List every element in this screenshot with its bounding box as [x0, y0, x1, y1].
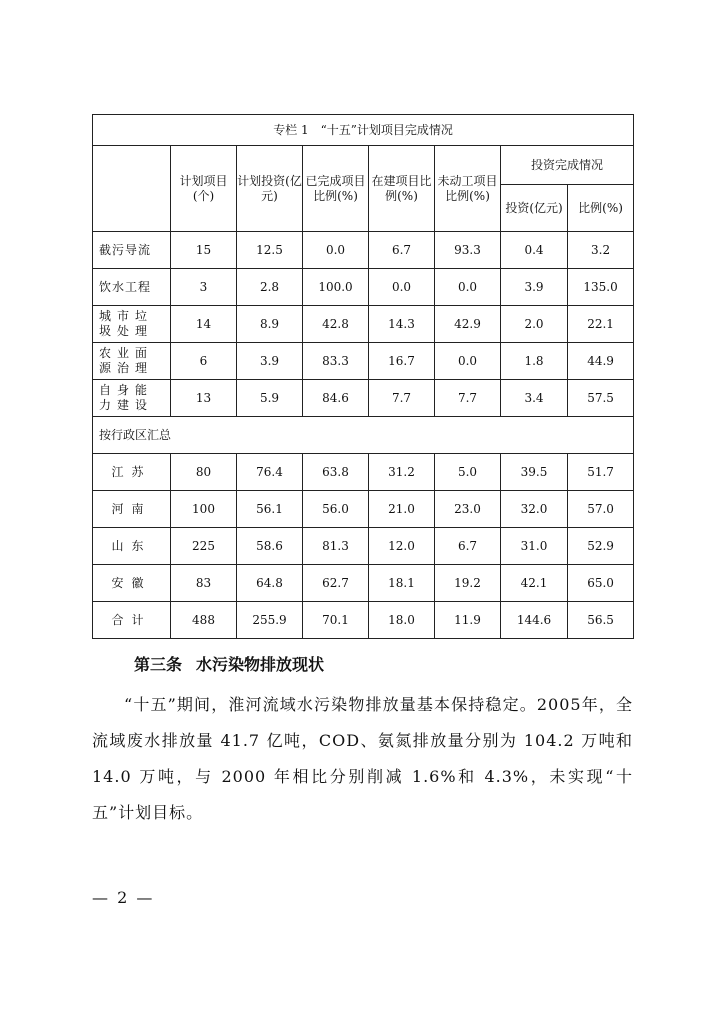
- cell: 44.9: [568, 343, 634, 380]
- project-completion-table: [92, 114, 634, 639]
- cell: 22.1: [568, 306, 634, 343]
- header-ratio: 比例(%): [568, 185, 634, 232]
- cell: 2.0: [501, 306, 568, 343]
- cell: 6: [171, 343, 237, 380]
- cell: 3: [171, 269, 237, 306]
- cell: 51.7: [568, 454, 634, 491]
- cell: 1.8: [501, 343, 568, 380]
- cell: 56.5: [568, 602, 634, 639]
- cell: 83.3: [303, 343, 369, 380]
- row-name: 自身能力建设: [93, 380, 171, 417]
- table-row: [93, 491, 634, 528]
- cell: 14.3: [369, 306, 435, 343]
- table-row: [93, 565, 634, 602]
- article-heading: [134, 652, 324, 675]
- cell: 39.5: [501, 454, 568, 491]
- cell: 3.9: [237, 343, 303, 380]
- cell: 62.7: [303, 565, 369, 602]
- cell: 100: [171, 491, 237, 528]
- cell: 15: [171, 232, 237, 269]
- header-investment: 投资(亿元): [501, 185, 568, 232]
- table-row: [93, 232, 634, 269]
- cell: 13: [171, 380, 237, 417]
- article-number: 第三条: [134, 655, 183, 674]
- cell: 81.3: [303, 528, 369, 565]
- article-paragraph: “十五”期间，淮河流域水污染物排放量基本保持稳定。2005年，全流域废水排放量 41.7 亿吨，COD、氨氮排放量分别为 104.2 万吨和 14.0 万吨，与 2000 年相比分别削减 1.6%和 4.3%，未实现“十五”计划目标。: [92, 695, 633, 822]
- cell: 83: [171, 565, 237, 602]
- cell: 3.9: [501, 269, 568, 306]
- header-blank: [93, 146, 171, 232]
- cell: 7.7: [369, 380, 435, 417]
- table-row: [93, 269, 634, 306]
- header-investment-group: 投资完成情况: [501, 146, 634, 185]
- section-label: 按行政区汇总: [93, 417, 634, 454]
- region-name: 合计: [93, 602, 171, 639]
- row-name: 城市垃圾处理: [93, 306, 171, 343]
- cell: 0.0: [435, 343, 501, 380]
- region-name: 河南: [93, 491, 171, 528]
- cell: 255.9: [237, 602, 303, 639]
- cell: 32.0: [501, 491, 568, 528]
- cell: 80: [171, 454, 237, 491]
- cell: 31.0: [501, 528, 568, 565]
- table-row: [93, 528, 634, 565]
- article-title: 水污染物排放现状: [196, 655, 325, 674]
- row-name: 农业面源治理: [93, 343, 171, 380]
- cell: 2.8: [237, 269, 303, 306]
- page-number: — 2 —: [92, 888, 155, 907]
- cell: 57.0: [568, 491, 634, 528]
- cell: 135.0: [568, 269, 634, 306]
- header-not-started: 未动工项目比例(%): [435, 146, 501, 232]
- cell: 12.0: [369, 528, 435, 565]
- cell: 56.0: [303, 491, 369, 528]
- cell: 84.6: [303, 380, 369, 417]
- article-body: [92, 687, 633, 831]
- cell: 19.2: [435, 565, 501, 602]
- row-name: 截污导流: [93, 232, 171, 269]
- region-name: 山东: [93, 528, 171, 565]
- cell: 5.9: [237, 380, 303, 417]
- cell: 7.7: [435, 380, 501, 417]
- cell: 63.8: [303, 454, 369, 491]
- cell: 93.3: [435, 232, 501, 269]
- cell: 65.0: [568, 565, 634, 602]
- table-row-total: [93, 602, 634, 639]
- region-name: 安徽: [93, 565, 171, 602]
- cell: 6.7: [369, 232, 435, 269]
- header-planned-projects: 计划项目(个): [171, 146, 237, 232]
- cell: 42.9: [435, 306, 501, 343]
- cell: 3.2: [568, 232, 634, 269]
- table-row: [93, 306, 634, 343]
- cell: 8.9: [237, 306, 303, 343]
- cell: 70.1: [303, 602, 369, 639]
- table-row: [93, 343, 634, 380]
- cell: 56.1: [237, 491, 303, 528]
- table-row: [93, 380, 634, 417]
- table-row: [93, 454, 634, 491]
- cell: 76.4: [237, 454, 303, 491]
- cell: 5.0: [435, 454, 501, 491]
- cell: 225: [171, 528, 237, 565]
- cell: 0.4: [501, 232, 568, 269]
- header-planned-investment: 计划投资(亿元): [237, 146, 303, 232]
- cell: 0.0: [303, 232, 369, 269]
- cell: 11.9: [435, 602, 501, 639]
- cell: 18.1: [369, 565, 435, 602]
- header-completed-ratio: 已完成项目比例(%): [303, 146, 369, 232]
- header-under-construction: 在建项目比例(%): [369, 146, 435, 232]
- cell: 16.7: [369, 343, 435, 380]
- table-caption: 专栏 1 “十五”计划项目完成情况: [93, 115, 634, 146]
- cell: 21.0: [369, 491, 435, 528]
- row-name: 饮水工程: [93, 269, 171, 306]
- cell: 18.0: [369, 602, 435, 639]
- cell: 42.1: [501, 565, 568, 602]
- cell: 6.7: [435, 528, 501, 565]
- cell: 0.0: [369, 269, 435, 306]
- cell: 58.6: [237, 528, 303, 565]
- region-name: 江苏: [93, 454, 171, 491]
- cell: 52.9: [568, 528, 634, 565]
- cell: 57.5: [568, 380, 634, 417]
- cell: 14: [171, 306, 237, 343]
- cell: 0.0: [435, 269, 501, 306]
- cell: 12.5: [237, 232, 303, 269]
- cell: 3.4: [501, 380, 568, 417]
- cell: 23.0: [435, 491, 501, 528]
- cell: 144.6: [501, 602, 568, 639]
- project-table-wrapper: [92, 114, 633, 639]
- cell: 100.0: [303, 269, 369, 306]
- section-row: [93, 417, 634, 454]
- cell: 64.8: [237, 565, 303, 602]
- cell: 488: [171, 602, 237, 639]
- cell: 42.8: [303, 306, 369, 343]
- cell: 31.2: [369, 454, 435, 491]
